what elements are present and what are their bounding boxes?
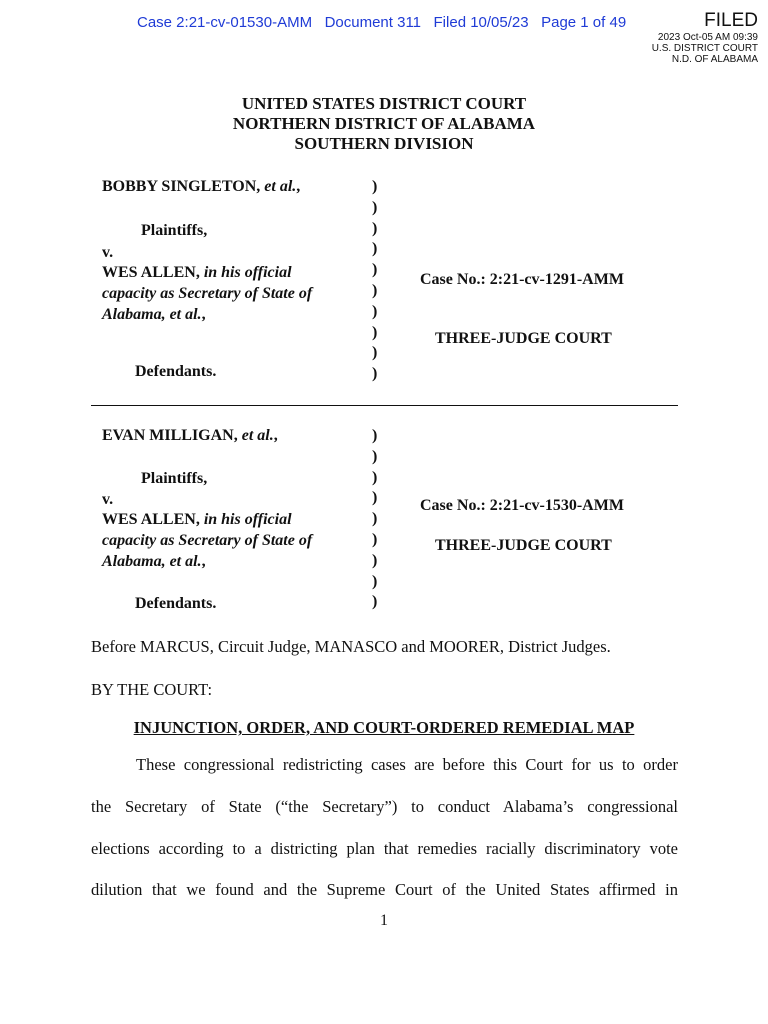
caption2-defendants-label: Defendants. — [135, 595, 217, 612]
filed-label: FILED — [704, 10, 758, 31]
court-title-line2: NORTHERN DISTRICT OF ALABAMA — [232, 114, 536, 133]
paren: ) — [372, 365, 378, 383]
paren: ) — [372, 551, 378, 569]
caption2-paren-column — [372, 426, 377, 613]
defendant-desc3: Alabama, et al. — [102, 306, 202, 323]
defendant-comma: , — [201, 553, 206, 570]
paren: ) — [372, 447, 378, 465]
caption-divider — [91, 405, 678, 406]
caption1-versus: v. — [102, 244, 114, 261]
plaintiff-comma: , — [273, 427, 278, 444]
defendant-desc1: in his official — [199, 511, 292, 528]
paren: ) — [372, 427, 378, 444]
paragraph-line: the Secretary of State (“the Secretary”) to conduct Alabama’s congressional — [91, 797, 678, 816]
filed-court-line2: N.D. OF ALABAMA — [671, 54, 758, 65]
plaintiff-name: EVAN MILLIGAN, — [102, 427, 238, 444]
by-the-court: BY THE COURT: — [91, 680, 213, 699]
caption1-plaintiff — [102, 176, 300, 197]
filed-stamp — [652, 10, 758, 65]
panel-judges-line: Before MARCUS, Circuit Judge, MANASCO and MOORER, District Judges. — [91, 637, 611, 656]
filed-court-line1: U.S. DISTRICT COURT — [651, 43, 758, 54]
paren: ) — [372, 281, 378, 299]
paragraph-line: elections according to a districting plan that remedies racially discriminatory vote — [91, 839, 678, 858]
filed-date: 2023 Oct-05 AM 09:39 — [657, 32, 758, 43]
paren: ) — [372, 219, 378, 237]
paren: ) — [372, 572, 378, 590]
paren: ) — [372, 178, 378, 195]
page-number: 1 — [380, 912, 388, 929]
paren: ) — [372, 344, 378, 362]
defendant-desc1: in his official — [199, 264, 292, 281]
defendant-desc3: Alabama, et al. — [102, 553, 202, 570]
caption2-case-number: Case No.: 2:21-cv-1530-AMM — [420, 497, 624, 514]
caption2-plaintiffs-label: Plaintiffs, — [141, 470, 208, 487]
caption2-plaintiff — [102, 425, 278, 446]
paren: ) — [372, 261, 378, 279]
caption2-court-type: THREE-JUDGE COURT — [435, 537, 612, 554]
paren: ) — [372, 593, 378, 611]
order-heading: INJUNCTION, ORDER, AND COURT-ORDERED REMEDIAL MAP — [133, 718, 635, 737]
paren: ) — [372, 510, 378, 528]
paren: ) — [372, 530, 378, 548]
paren: ) — [372, 323, 378, 341]
paragraph-line: These congressional redistricting cases are before this Court for us to order — [136, 755, 678, 774]
paragraph-line: dilution that we found and the Supreme Court of the United States affirmed in — [91, 880, 678, 899]
plaintiff-comma: , — [296, 178, 301, 195]
document-stamp-header: Case 2:21-cv-01530-AMM Document 311 Filed 10/05/23 Page 1 of 49 — [137, 14, 627, 31]
defendant-comma: , — [201, 306, 206, 323]
defendant-desc2: capacity as Secretary of State of — [102, 285, 313, 302]
plaintiff-etal: et al. — [237, 427, 274, 444]
paren: ) — [372, 240, 378, 258]
court-title-line1: UNITED STATES DISTRICT COURT — [241, 94, 527, 113]
plaintiff-etal: et al. — [260, 178, 297, 195]
caption2-versus: v. — [102, 491, 114, 508]
defendant-name: WES ALLEN, — [102, 264, 200, 281]
paren: ) — [372, 468, 378, 486]
caption1-plaintiffs-label: Plaintiffs, — [141, 222, 208, 239]
caption1-court-type: THREE-JUDGE COURT — [435, 330, 612, 347]
caption1-defendants-label: Defendants. — [135, 363, 217, 380]
court-title-line3: SOUTHERN DIVISION — [294, 134, 474, 153]
paren: ) — [372, 489, 378, 507]
caption1-defendant — [102, 262, 352, 325]
caption2-defendant — [102, 509, 352, 572]
court-title — [0, 94, 768, 154]
caption1-paren-column — [372, 177, 377, 385]
paren: ) — [372, 302, 378, 320]
paren: ) — [372, 198, 378, 216]
defendant-name: WES ALLEN, — [102, 511, 200, 528]
caption1-case-number: Case No.: 2:21-cv-1291-AMM — [420, 271, 624, 288]
plaintiff-name: BOBBY SINGLETON, — [102, 178, 261, 195]
defendant-desc2: capacity as Secretary of State of — [102, 532, 313, 549]
